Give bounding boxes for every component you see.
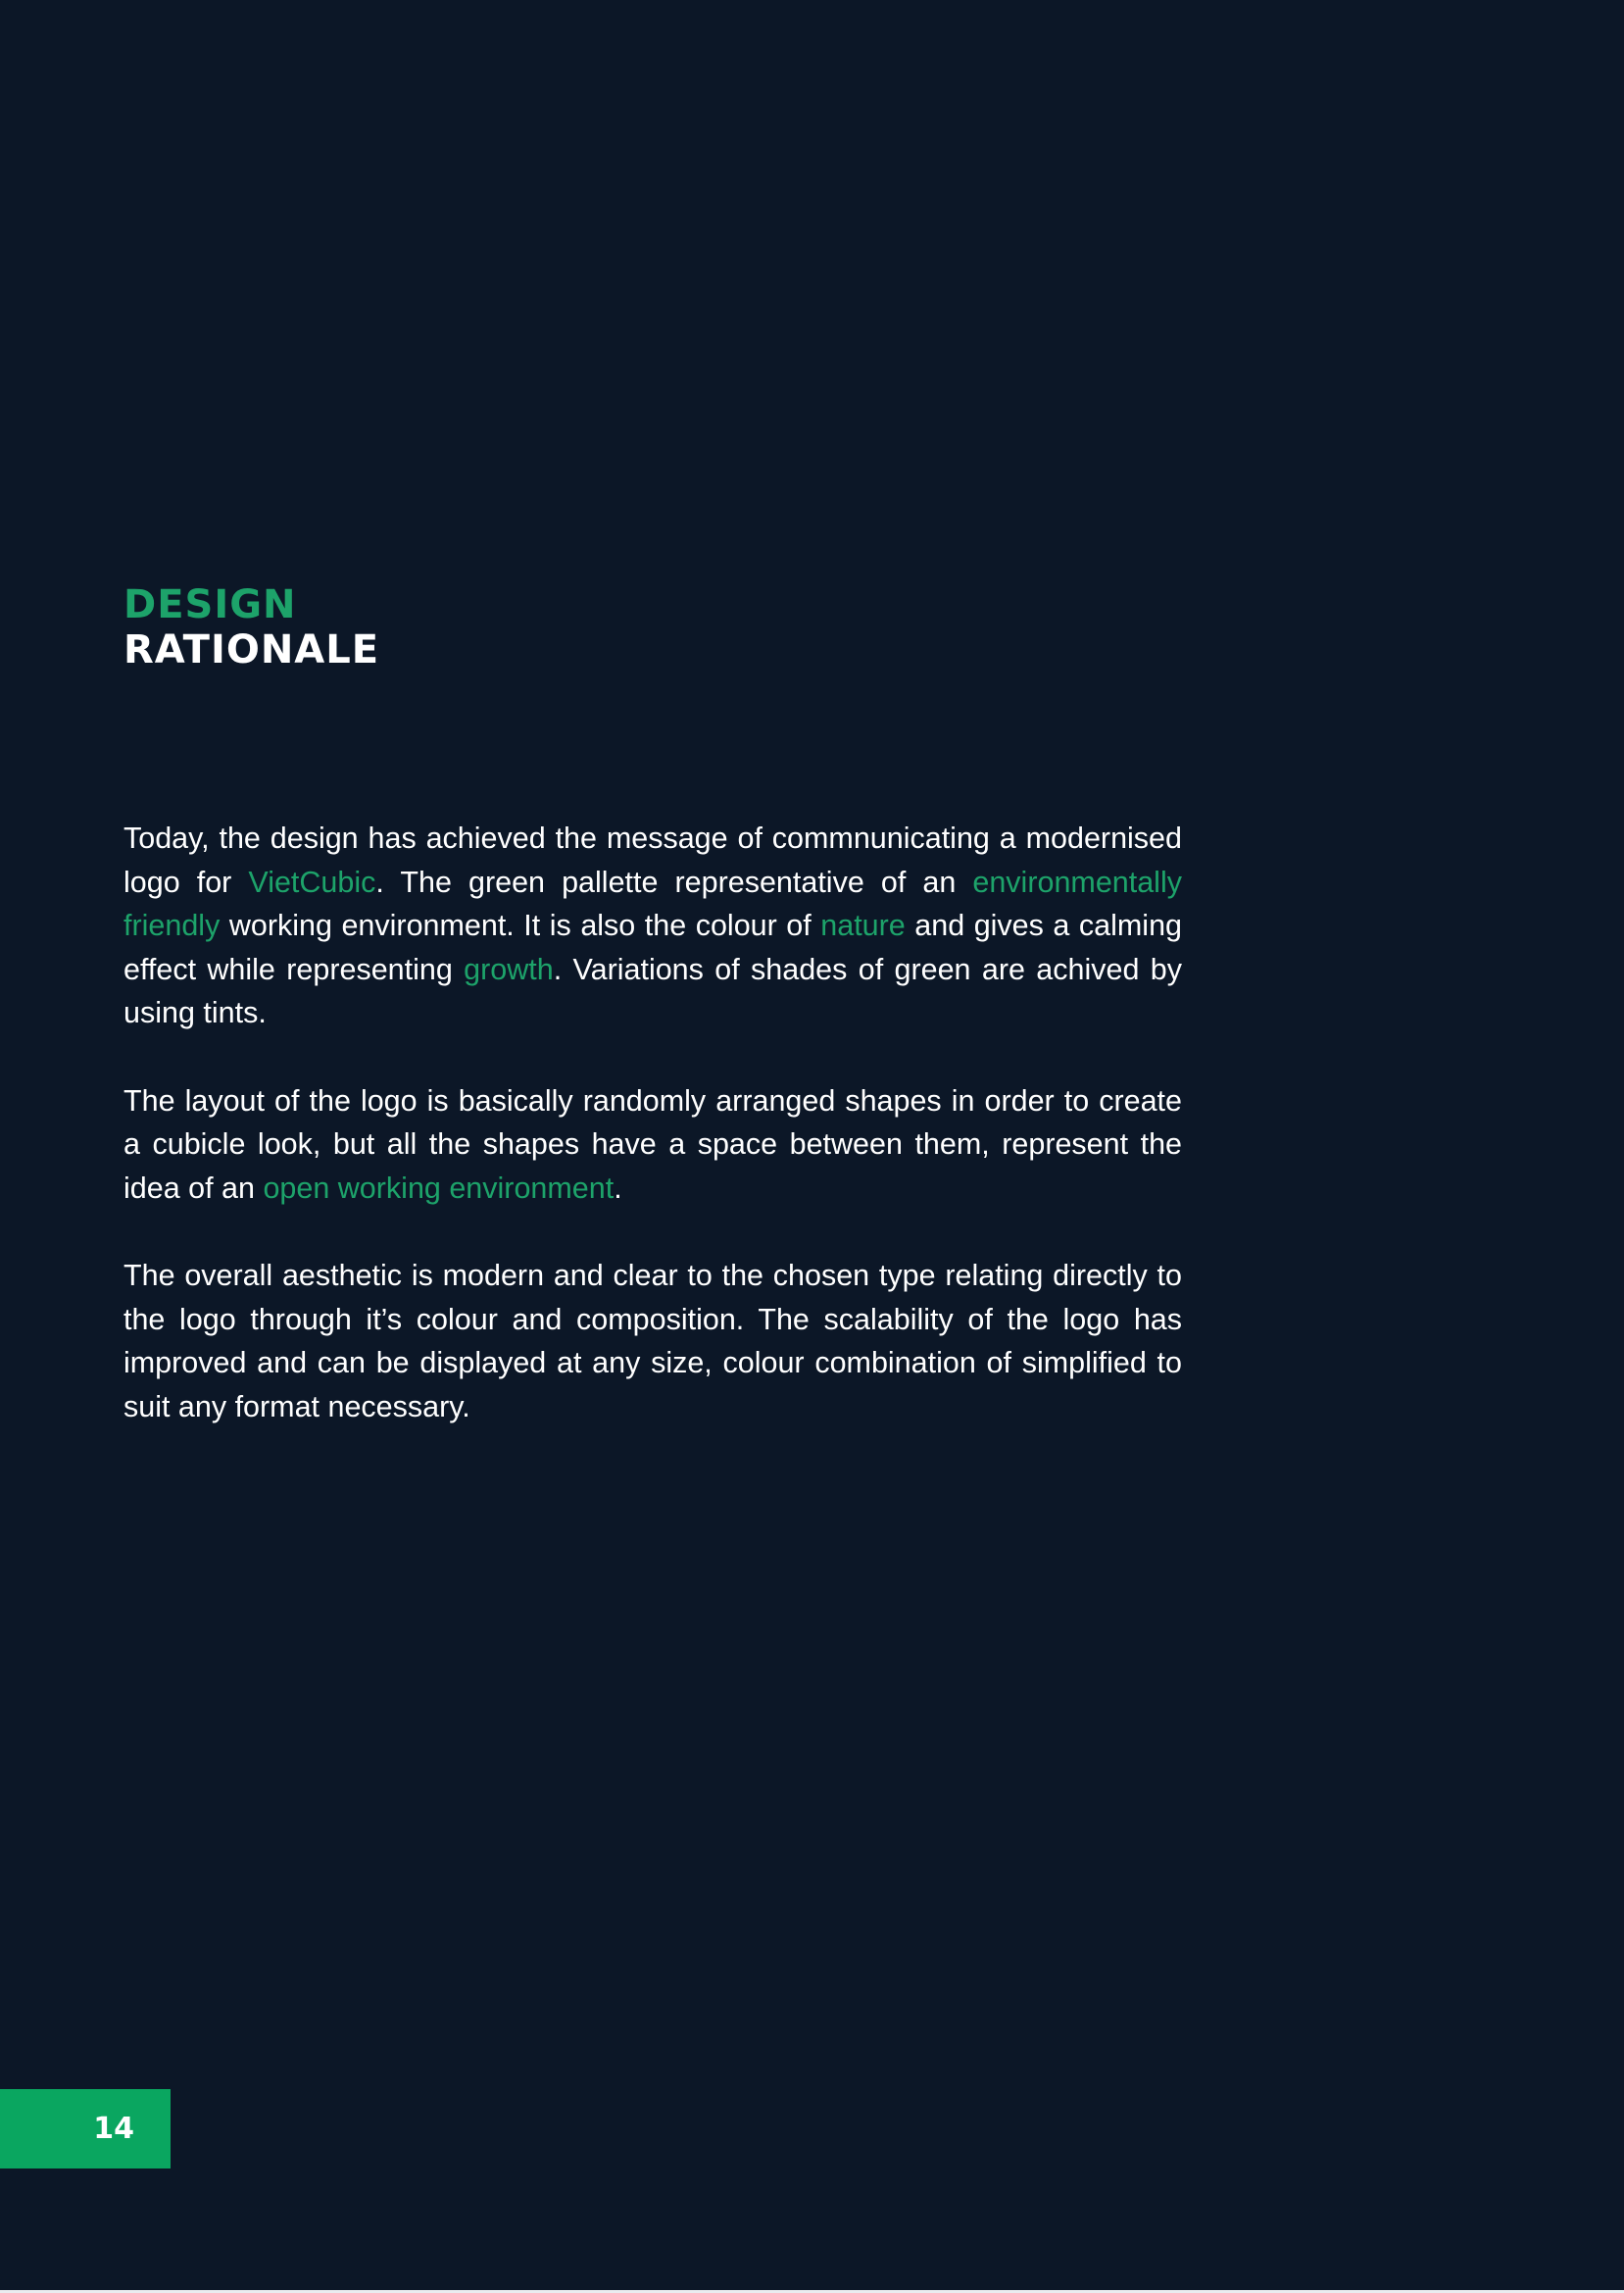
highlight-environmentally-friendly: environmentally friendly (123, 865, 1182, 942)
text-span: and gives a calming effect while representing (123, 909, 1183, 986)
paragraph-aesthetic (123, 1254, 1182, 1428)
heading-design: DESIGN (123, 582, 297, 627)
text-span: The layout of the logo is basically randomly arranged shapes in order to create a cubicle look, but all the shapes have a space between them, represent the idea of an (123, 1083, 1182, 1205)
text-span: . (614, 1171, 622, 1205)
highlight-vietcubic: VietCubic (248, 865, 376, 899)
paragraph-layout (123, 1079, 1182, 1211)
highlight-open-working-environment: open working environment (263, 1171, 615, 1205)
text-span: . The green pallette representative of an (375, 865, 973, 899)
text-span: The overall aesthetic is modern and clear to the chosen type relating directly to the logo through it’s colour and composition. The scalability of the logo has improved and can be displayed at any size, colour combination of simplified to suit any format necessary. (123, 1259, 1182, 1423)
body-text (123, 817, 1182, 1472)
highlight-nature: nature (820, 909, 906, 942)
page-number: 14 (93, 2112, 134, 2146)
text-span: Today, the design has achieved the message of commnunicating a modernised logo for (123, 822, 1182, 899)
text-span: . Variations of shades of green are achived by using tints. (123, 952, 1182, 1029)
paragraph-intro (123, 817, 1182, 1035)
section-heading (123, 582, 379, 673)
page-number-tab (0, 2089, 171, 2168)
heading-rationale: RATIONALE (123, 627, 380, 673)
text-span: working environment. It is also the colour of (220, 909, 821, 942)
highlight-growth: growth (464, 952, 554, 986)
